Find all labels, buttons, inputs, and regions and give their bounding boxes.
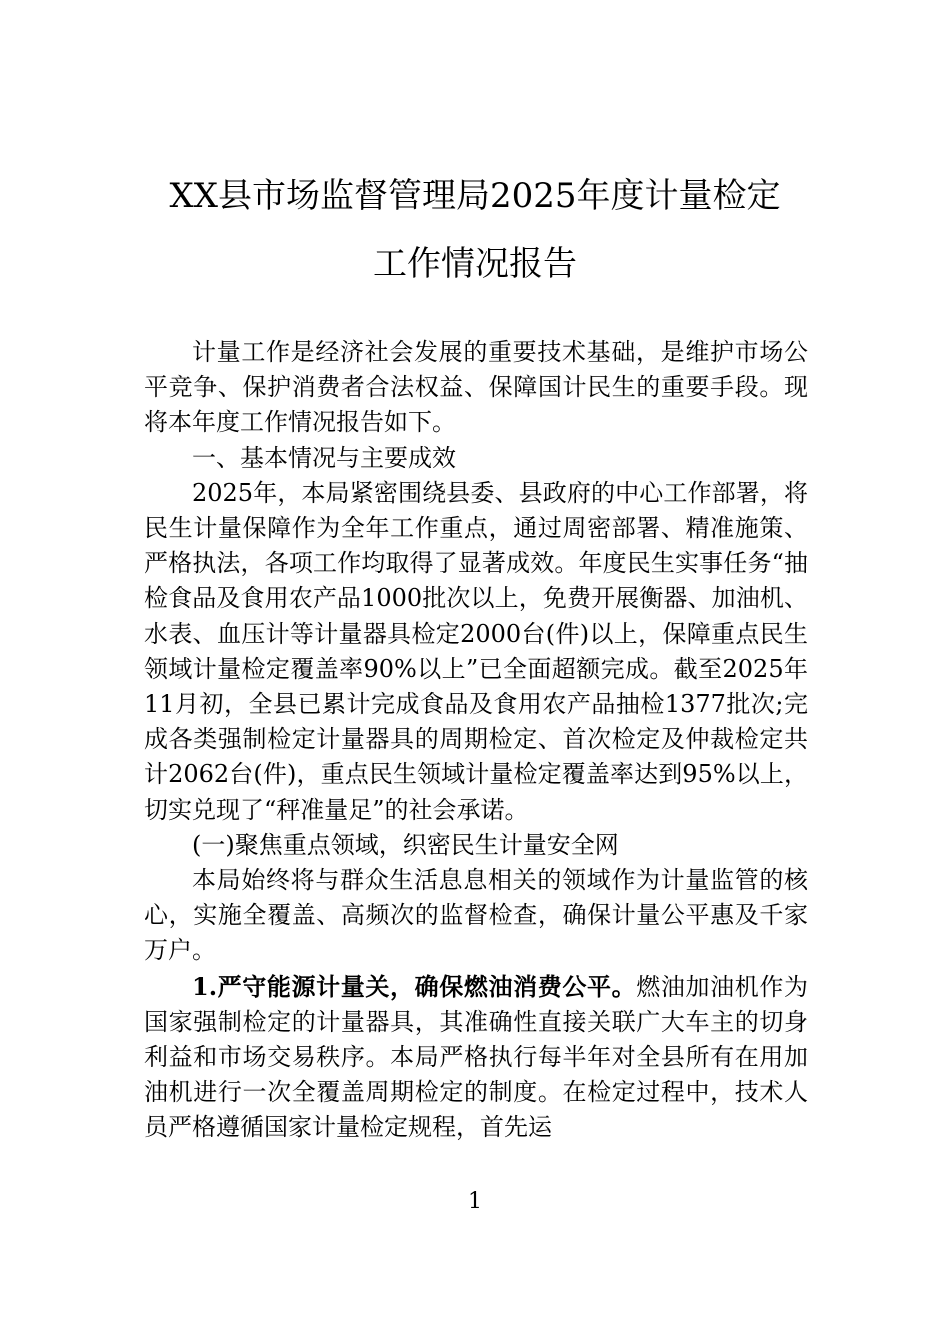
document-body [144, 335, 808, 1146]
intro-paragraph: 计量工作是经济社会发展的重要技术基础，是维护市场公平竞争、保护消费者合法权益、保障国计民生的重要手段。现将本年度工作情况报告如下。 [144, 338, 808, 437]
subsection-1-paragraph: 本局始终将与群众生活息息相关的领域作为计量监管的核心，实施全覆盖、高频次的监督检查，确保计量公平惠及千家万户。 [144, 866, 808, 965]
item-1-bold-lead: 1.严守能源计量关，确保燃油消费公平。 [192, 971, 637, 1001]
item-1-paragraph [144, 969, 808, 1146]
subsection-1-heading: (一)聚焦重点领域，织密民生计量安全网 [192, 830, 619, 859]
item-1-text: 燃油加油机作为国家强制检定的计量器具，其准确性直接关联广大车主的切身利益和市场交易秩序。本局严格执行每半年对全县所有在用加油机进行一次全覆盖周期检定的制度。在检定过程中，技术人员严格遵循国家计量检定规程，首先运 [144, 972, 808, 1142]
page-number: 1 [468, 1189, 482, 1214]
document-title-line-1: XX县市场监督管理局2025年度计量检定 [169, 176, 781, 216]
document-title-line-2: 工作情况报告 [373, 244, 577, 284]
section-1-paragraph: 2025年，本局紧密围绕县委、县政府的中心工作部署，将民生计量保障作为全年工作重点，通过周密部署、精准施策、严格执法，各项工作均取得了显著成效。年度民生实事任务“抽检食品及食用农产品1000批次以上，免费开展衡器、加油机、水表、血压计等计量器具检定2000台(件)以上，保障重点民生领域计量检定覆盖率90%以上”已全面超额完成。截至2025年11月初，全县已累计完成食品及食用农产品抽检1377批次;完成各类强制检定计量器具的周期检定、首次检定及仲裁检定共计2062台(件)，重点民生领域计量检定覆盖率达到95%以上，切实兑现了“秤准量足”的社会承诺。 [144, 478, 808, 824]
section-1-heading: 一、基本情况与主要成效 [192, 443, 456, 472]
